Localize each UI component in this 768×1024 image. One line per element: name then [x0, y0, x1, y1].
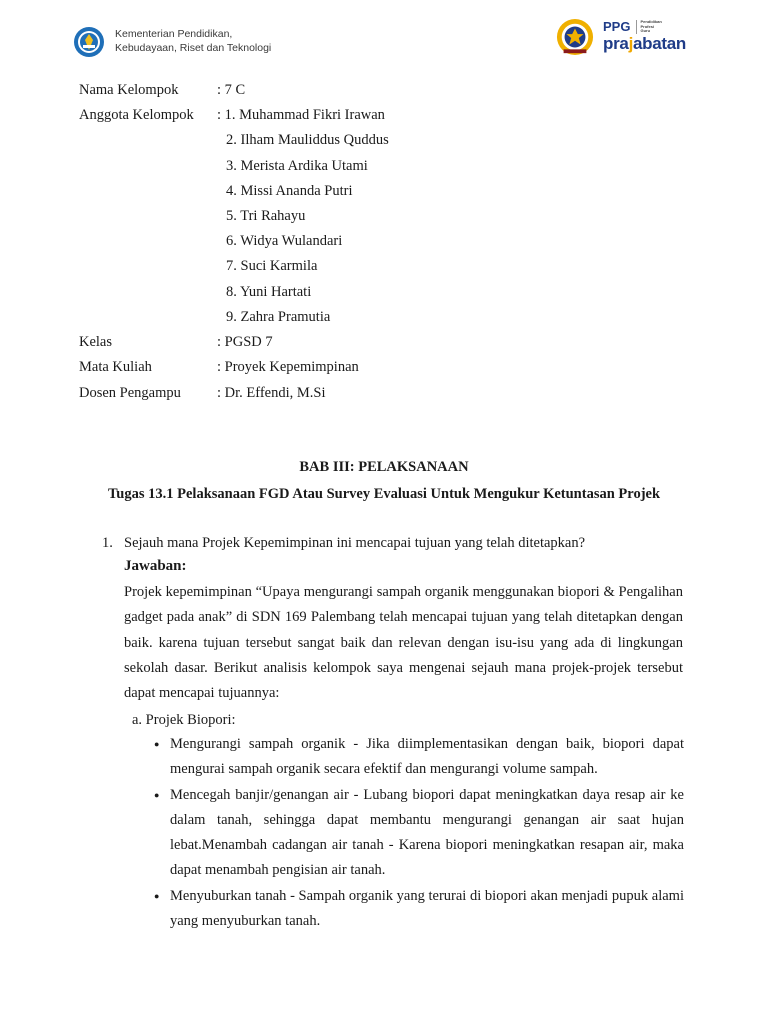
lecturer-label: Dosen Pengampu: [79, 385, 181, 401]
members-label: Anggota Kelompok: [79, 107, 194, 123]
prajabatan-post: abatan: [633, 34, 686, 53]
ppg-prajabatan-logo: [603, 20, 686, 54]
answer-paragraph: Projek kepemimpinan “Upaya mengurangi sampah organik menggunakan biopori & Pengalihan gadget pada anak” di SDN 169 Palembang telah mencapai tujuan yang telah ditetapkan dengan baik. karena tujuan tersebut sangat baik dan relevan dengan isu-isu yang ada di lingkungan sekolah dasar. Berikut analisis kelompok saya mengenai sejauh mana projek-projek tersebut dapat mencapai tujuannya:: [124, 584, 683, 702]
bullet-icon: ●: [154, 739, 160, 749]
ministry-line-1: Kementerian Pendidikan,: [115, 28, 233, 40]
prajabatan-pre: pra: [603, 34, 629, 53]
kemdikbud-logo-icon: [73, 26, 105, 58]
ppg-small-1: Pendidikan: [640, 19, 662, 25]
bullet-item: [154, 884, 684, 935]
member-item: 5. Tri Rahayu: [226, 208, 306, 224]
prajabatan-wordmark: [603, 34, 686, 54]
class-value: : PGSD 7: [217, 334, 273, 350]
member-item: 2. Ilham Mauliddus Quddus: [226, 132, 389, 148]
question-number: 1.: [102, 535, 113, 551]
class-label: Kelas: [79, 334, 113, 350]
group-label: Nama Kelompok: [79, 82, 179, 98]
ppg-label: PPG: [603, 19, 631, 34]
member-item: 8. Yuni Hartati: [226, 284, 312, 300]
ministry-name: [115, 27, 271, 55]
bullet-item: [154, 732, 684, 783]
bullet-text: Menyuburkan tanah - Sampah organik yang terurai di biopori akan menjadi pupuk alami yang menyuburkan tanah.: [170, 887, 684, 930]
ppg-small-2: Profesi: [640, 23, 655, 29]
bullet-icon: ●: [154, 789, 160, 800]
question-text: Sejauh mana Projek Kepemimpinan ini mencapai tujuan yang telah ditetapkan?: [124, 535, 586, 551]
bullet-list: [154, 732, 684, 934]
page-header: [0, 0, 768, 70]
prajabatan-j: j: [628, 34, 633, 53]
member-item: 9. Zahra Pramutia: [226, 309, 331, 325]
ministry-line-2: Kebudayaan, Riset dan Teknologi: [115, 42, 272, 54]
ppg-small-text: [636, 20, 661, 34]
task-title: Tugas 13.1 Pelaksanaan FGD Atau Survey Evaluasi Untuk Mengukur Ketuntasan Projek: [107, 486, 661, 502]
ppg-small-3: Guru: [640, 28, 651, 34]
university-seal-icon: [556, 18, 594, 56]
answer-label: Jawaban:: [124, 558, 187, 574]
bullet-item: [154, 783, 684, 884]
bullet-text: Mengurangi sampah organik - Jika diimplementasikan dengan baik, biopori dapat mengurai sampah organik secara efektif dan mengurangi volume sampah.: [170, 736, 684, 778]
member-item: 7. Suci Karmila: [226, 258, 318, 274]
course-label: Mata Kuliah: [79, 359, 152, 375]
chapter-title: BAB III: PELAKSANAAN: [299, 459, 469, 475]
member-item: 6. Widya Wulandari: [226, 233, 343, 249]
bullet-text: Mencegah banjir/genangan air - Lubang biopori dapat meningkatkan daya resap air ke dalam tanah, sehingga dapat membantu mengurangi genangan air saat hujan lebat.Menambah cadangan air tanah - Karena biopori meningkatkan resapan air, maka dapat menambah pengisian air tanah.: [170, 786, 684, 879]
member-item: 3. Merista Ardika Utami: [226, 158, 368, 174]
member-item: : 1. Muhammad Fikri Irawan: [217, 107, 385, 123]
member-item: 4. Missi Ananda Putri: [226, 183, 353, 199]
group-value: : 7 C: [217, 82, 246, 98]
sub-item-a: a. Projek Biopori:: [132, 712, 236, 728]
bullet-icon: ●: [154, 890, 160, 901]
lecturer-value: : Dr. Effendi, M.Si: [217, 385, 326, 401]
course-value: : Proyek Kepemimpinan: [217, 359, 359, 375]
